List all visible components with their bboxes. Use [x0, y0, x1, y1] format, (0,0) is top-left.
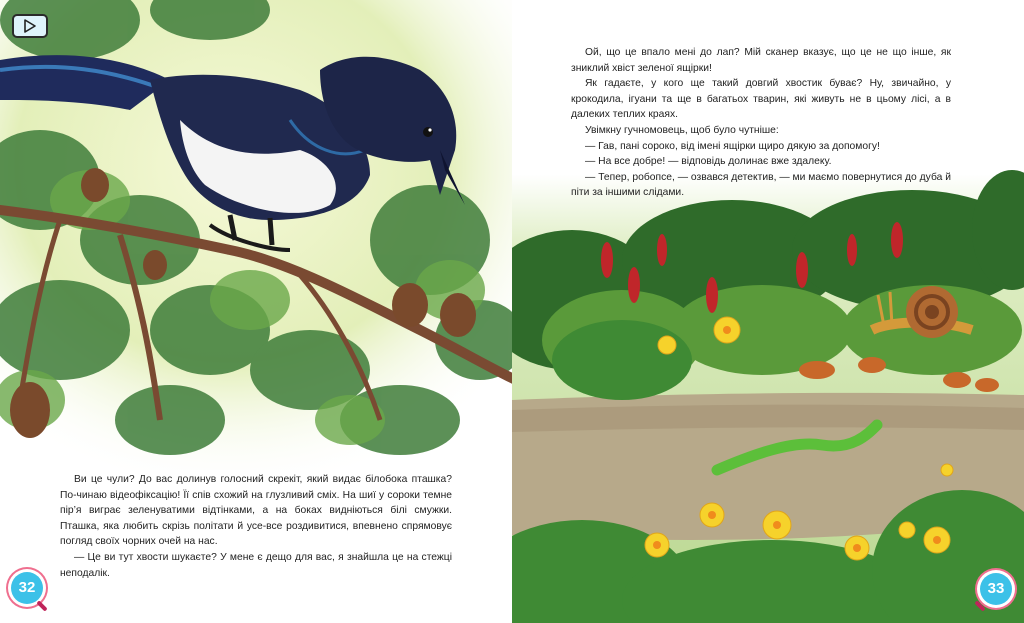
- page-number-right: 33: [980, 573, 1012, 605]
- play-icon: [23, 19, 37, 33]
- paragraph: Увімкну гучномовець, щоб було чутніше:: [585, 124, 779, 136]
- paragraph: — Гав, пані сороко, від імені ящірки щиро дякую за допомогу!: [585, 140, 880, 152]
- paragraph: — Це ви тут хвости шукаєте? У мене є дещо для вас, я знайшла це на стежці неподалік.: [60, 551, 452, 579]
- paragraph: — На все добре! — відповідь долинає вже здалеку.: [585, 156, 832, 168]
- right-page: [512, 0, 1024, 623]
- paragraph: Як гадаєте, у кого ще такий довгий хвостик буває? Ну, звичайно, у крокодила, ігуани та ще в багатьох тварин, які живуть не в цьому лісі, а в далеких теплих краях.: [571, 78, 951, 121]
- page-number-left: 32: [11, 572, 43, 604]
- play-button[interactable]: [12, 14, 48, 38]
- paragraph: Ой, що це впало мені до лап? Мій сканер вказує, що це не що інше, як зниклий хвіст зеленої ящірки!: [571, 47, 951, 74]
- right-page-text: [571, 45, 951, 201]
- paragraph: Ви це чули? До вас долинув голосний скрекіт, який видає білобока пташка? По-чинаю відеофіксацію! Її спів схожий на глузливий сміх. На шиї у сороки темне пір’я виграє зеленуватими відтінками, а на боках видніються білі смужки. Пташка, яка любить скрізь політати й усе-все роздивитися, впевнено спрямовує погляд своїх чорних очей на нас.: [60, 474, 452, 548]
- left-page-text: [60, 472, 452, 581]
- magnifier-handle-icon: [36, 600, 47, 611]
- magpie-illustration: [0, 0, 512, 470]
- paragraph: — Тепер, робопсе, — озвався детектив, — ми маємо повернутися до дуба й піти за іншими слідами.: [571, 171, 951, 199]
